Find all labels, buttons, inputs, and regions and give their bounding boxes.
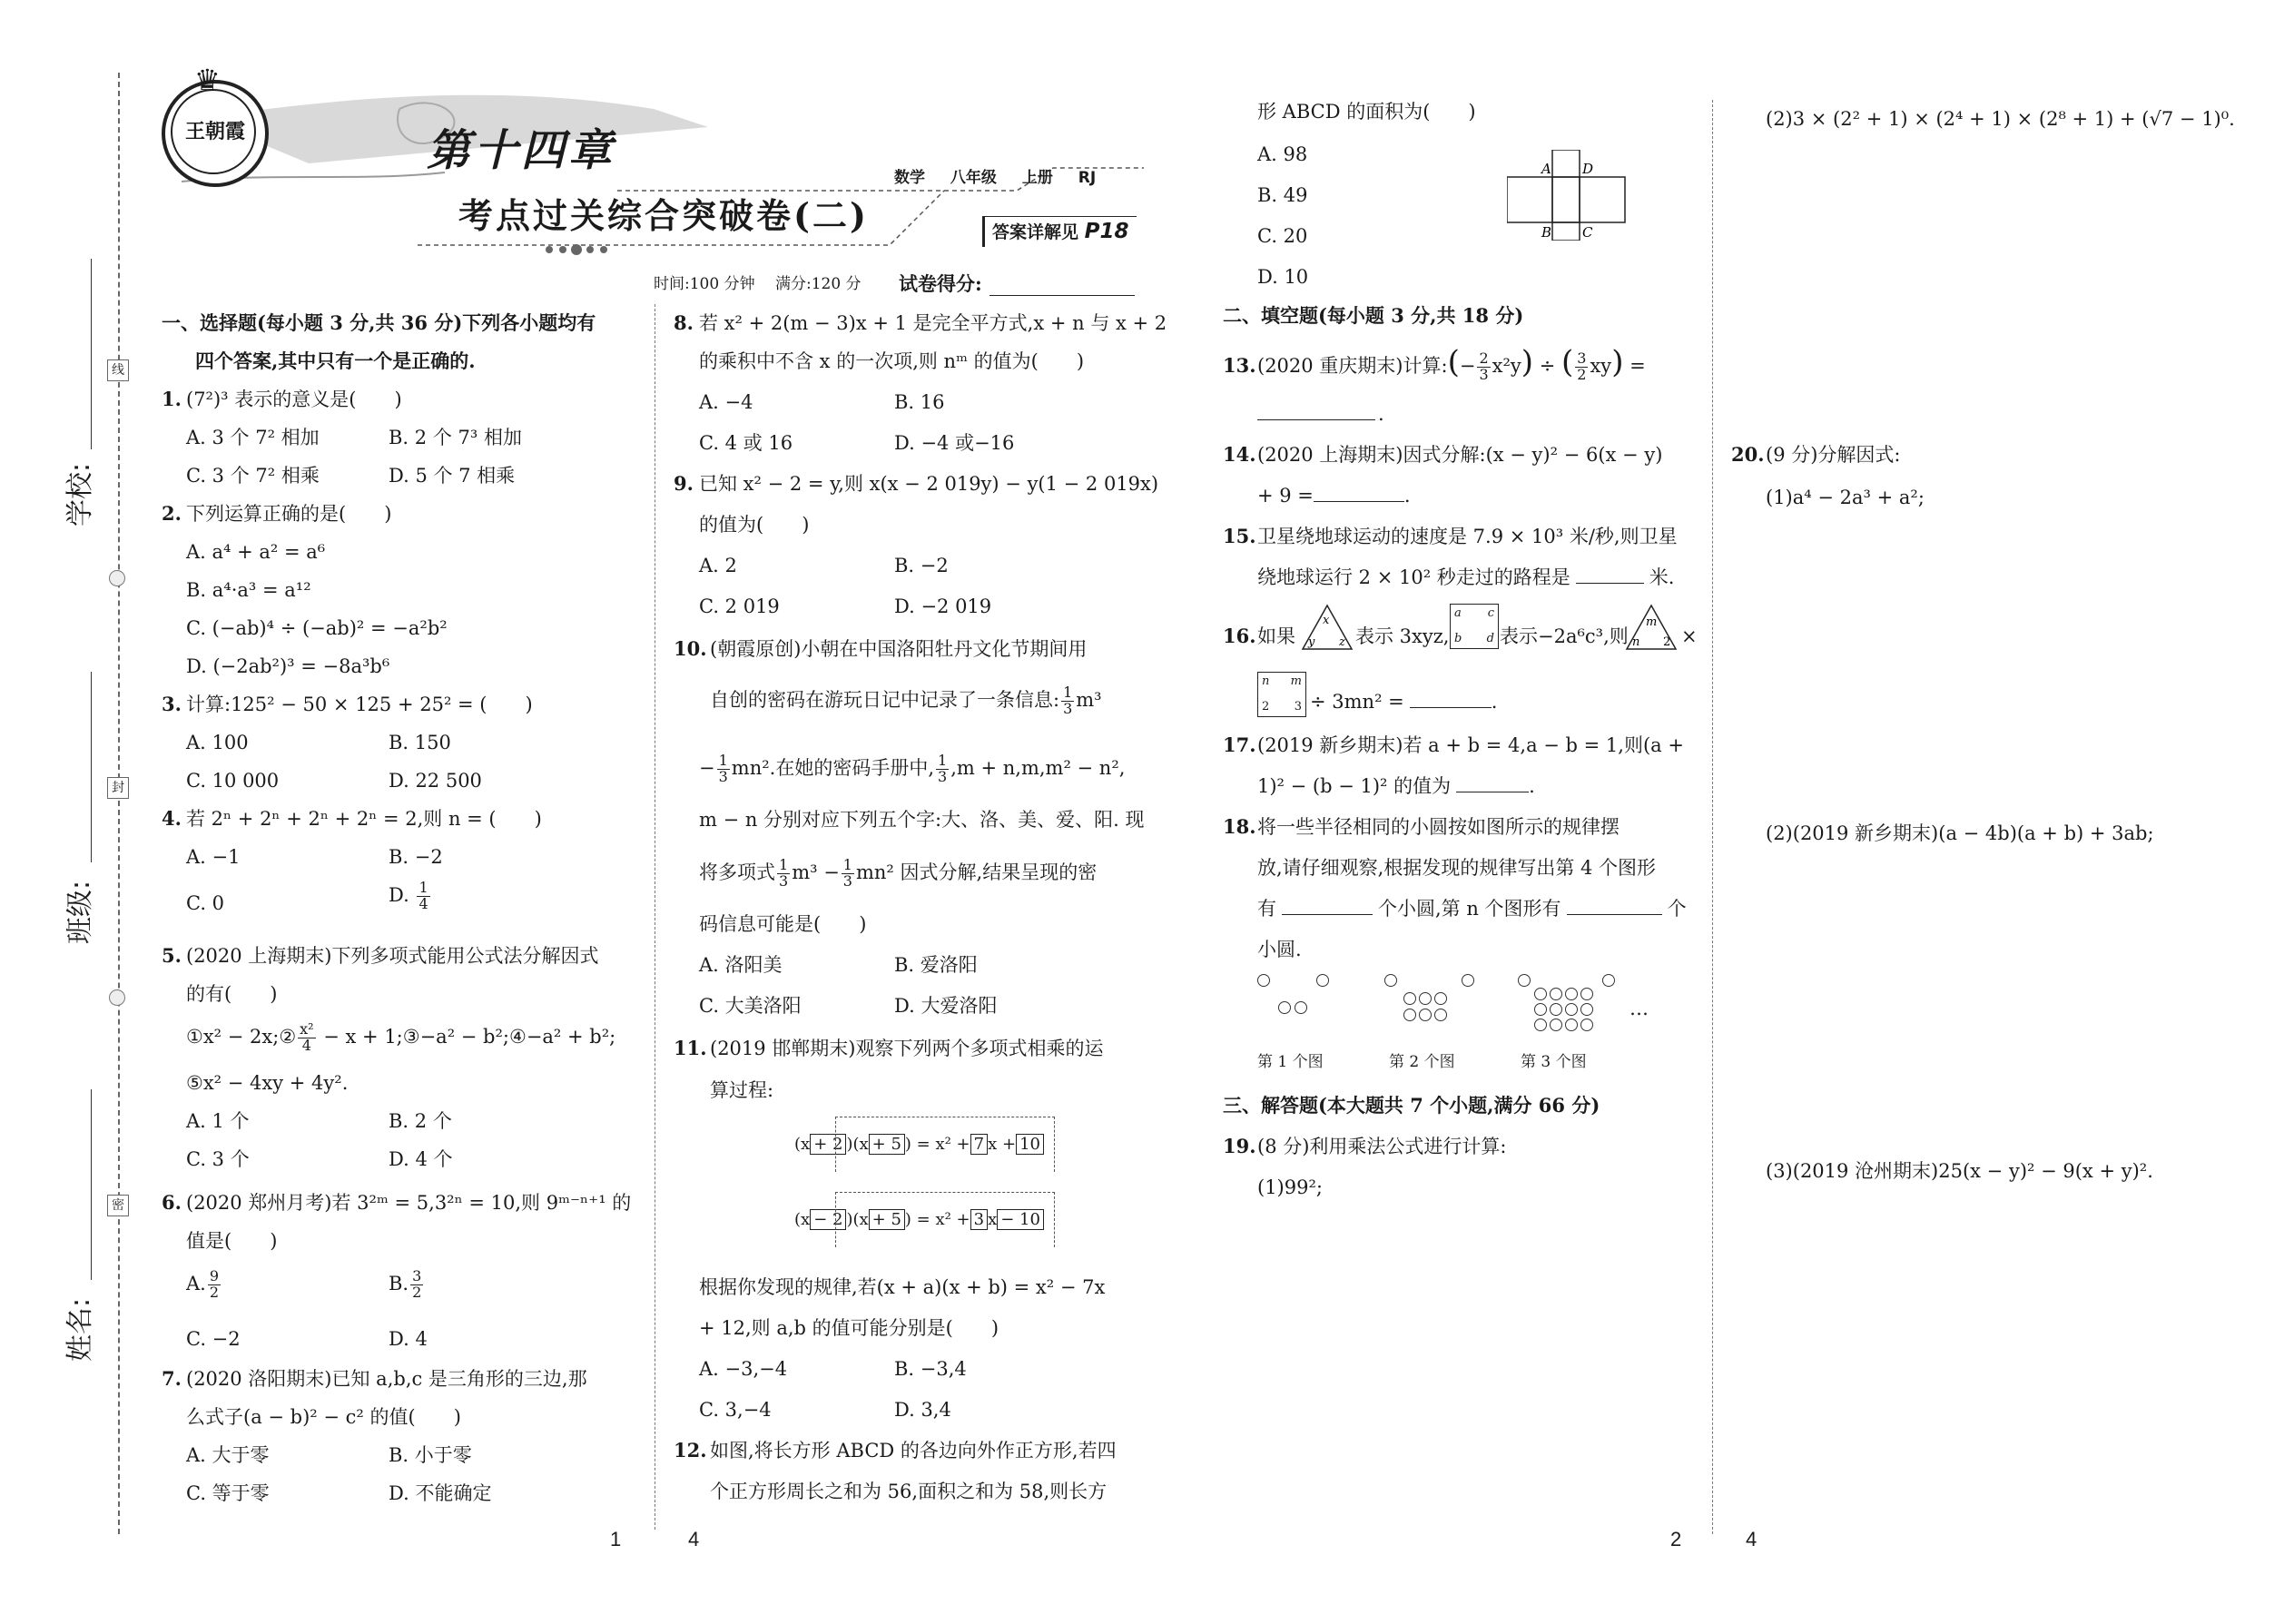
q7-option-d[interactable]: D. 不能确定 xyxy=(389,1482,492,1504)
meta-tags xyxy=(894,169,1096,188)
exam-subtitle: 考点过关综合突破卷(二) xyxy=(458,195,869,236)
q3-option-c[interactable]: C. 10 000 xyxy=(186,770,280,792)
binding-hole-2 xyxy=(109,989,125,1006)
q11-option-d[interactable]: D. 3,4 xyxy=(894,1399,951,1421)
q5-fraction: $\frac{\text{x²}}{4}$ xyxy=(300,1020,314,1054)
q6-stem: (2020 郑州月考)若 3²ᵐ = 5,3²ⁿ = 10,则 9ᵐ⁻ⁿ⁺¹ 的 xyxy=(186,1192,632,1214)
section1-heading-cont: 四个答案,其中只有一个是正确的. xyxy=(195,349,476,372)
q3-option-a[interactable]: A. 100 xyxy=(186,732,249,753)
meta-volume: 上册 xyxy=(1021,169,1053,187)
q14-line2: + 9 = . xyxy=(1257,485,1411,507)
svg-text:D: D xyxy=(1582,161,1594,177)
q3-stem: 计算:125² − 50 × 125 + 25² = ( ) xyxy=(186,694,533,715)
q13-end-period: . xyxy=(1378,403,1384,425)
q20-part3: (3)(2019 沧州期末)25(x − y)² − 9(x + y)². xyxy=(1766,1160,2153,1182)
q5-items: ①x² − 2x;② $\frac{\text{x²}}{4}$ − x + 1;③−a² − b²;④−a² + b²; xyxy=(186,1020,616,1054)
q16-number: 16. xyxy=(1223,625,1256,647)
q10-line5: 将多项式 $\frac{1}{3}$ m³ − $\frac{1}{3}$ mn² 因式分解,结果呈现的密 xyxy=(699,856,1098,890)
answer-ref-page: P18 xyxy=(1084,220,1129,243)
q4-option-b[interactable]: B. −2 xyxy=(389,846,443,868)
q11-expansion-1-links xyxy=(835,1117,1055,1172)
q16-line1-c: 表示−2a⁶c³,则 xyxy=(1500,625,1629,647)
sidebar-class-label: 班级: xyxy=(64,880,96,944)
page-number-right: 2 xyxy=(1670,1528,1682,1550)
q6-option-d[interactable]: D. 4 xyxy=(389,1328,428,1350)
q1-number: 1. xyxy=(162,388,182,410)
q6-number: 6. xyxy=(162,1191,182,1214)
q9-option-d[interactable]: D. −2 019 xyxy=(894,595,992,617)
q12-option-b[interactable]: B. 49 xyxy=(1257,184,1308,206)
q10-option-b[interactable]: B. 爱洛阳 xyxy=(894,954,978,976)
sidebar-name-label: 姓名: xyxy=(64,1297,96,1362)
q16-times: × xyxy=(1681,625,1698,647)
q20-part3-answer-area[interactable] xyxy=(1766,1191,2238,1500)
q3-option-b[interactable]: B. 150 xyxy=(389,732,451,753)
q15-answer-blank[interactable] xyxy=(1576,583,1644,584)
q11-expansion-2-links xyxy=(835,1192,1055,1247)
q12-continued: 形 ABCD 的面积为( ) xyxy=(1257,101,1476,123)
q7-number: 7. xyxy=(162,1367,182,1390)
q4-stem: 若 2ⁿ + 2ⁿ + 2ⁿ + 2ⁿ = 2,则 n = ( ) xyxy=(186,808,542,830)
q20-stem: (9 分)分解因式: xyxy=(1766,444,1901,466)
answer-ref-label: 答案详解见 xyxy=(992,222,1079,242)
q2-option-d[interactable]: D. (−2ab²)³ = −8a³b⁶ xyxy=(186,655,390,677)
q3-option-d[interactable]: D. 22 500 xyxy=(389,770,482,792)
svg-text:2: 2 xyxy=(1663,635,1671,649)
q8-option-d[interactable]: D. −4 或−16 xyxy=(894,432,1015,454)
q5-number: 5. xyxy=(162,944,182,967)
q8-option-a[interactable]: A. −4 xyxy=(699,391,753,413)
q18-blank-4th[interactable] xyxy=(1282,914,1373,915)
q4-number: 4. xyxy=(162,807,182,830)
q8-option-c[interactable]: C. 4 或 16 xyxy=(699,432,793,454)
q17-line1: (2019 新乡期末)若 a + b = 4,a − b = 1,则(a + xyxy=(1257,734,1684,756)
q10-line4: m − n 分别对应下列五个字:大、洛、美、爱、阳. 现 xyxy=(699,809,1145,831)
q4-option-a[interactable]: A. −1 xyxy=(186,846,241,868)
sidebar-school-label: 学校: xyxy=(64,462,96,527)
q9-number: 9. xyxy=(674,472,694,495)
q13-number: 13. xyxy=(1223,354,1256,377)
q20-part1-answer-area[interactable] xyxy=(1766,517,2238,808)
q11-line3: 根据你发现的规律,若(x + a)(x + b) = x² − 7x xyxy=(699,1276,1106,1298)
q6-option-a[interactable]: A. $\frac{9}{2}$ xyxy=(186,1267,220,1301)
q5-stem: (2020 上海期末)下列多项式能用公式法分解因式 xyxy=(186,945,599,967)
q11-expansion-1: (x + 2 )(x + 5 ) = x² + 7 x + 10 xyxy=(794,1135,1044,1156)
answer-ref-box xyxy=(982,216,1137,247)
q11-expansion-2: (x − 2 )(x + 5 ) = x² + 3 x − 10 xyxy=(794,1210,1044,1231)
sidebar-class-line[interactable] xyxy=(91,672,92,862)
score-label: 试卷得分: xyxy=(899,272,982,295)
q5-items-cont: ⑤x² − 4xy + 4y². xyxy=(186,1072,349,1094)
q10-option-a[interactable]: A. 洛阳美 xyxy=(699,954,783,976)
q20-part1: (1)a⁴ − 2a³ + a²; xyxy=(1766,487,1925,508)
q5-option-d[interactable]: D. 4 个 xyxy=(389,1148,453,1170)
q16-line2: ÷ 3mn² = . xyxy=(1310,691,1498,713)
q1-option-d[interactable]: D. 5 个 7 相乘 xyxy=(389,465,516,487)
q1-stem: (7²)³ 表示的意义是( ) xyxy=(186,389,402,410)
q15-line2: 绕地球运行 2 × 10² 秒走过的路程是 米. xyxy=(1257,566,1675,588)
meta-subject: 数学 xyxy=(894,169,925,187)
q20-part2: (2)(2019 新乡期末)(a − 4b)(a + b) + 3ab; xyxy=(1766,822,2154,844)
q19-part2-answer-area[interactable] xyxy=(1766,141,2238,431)
q2-option-c[interactable]: C. (−ab)⁴ ÷ (−ab)² = −a²b² xyxy=(186,617,448,639)
q5-option-b[interactable]: B. 2 个 xyxy=(389,1110,452,1132)
svg-text:y: y xyxy=(1308,635,1315,649)
page-total-left: 4 xyxy=(688,1528,700,1550)
q20-number: 20. xyxy=(1731,443,1765,466)
q1-option-c[interactable]: C. 3 个 7² 相乘 xyxy=(186,465,320,487)
q4-option-d-fraction: $\frac{1}{4}$ xyxy=(418,879,428,912)
q10-line1: (朝霞原创)小朝在中国洛阳牡丹文化节期间用 xyxy=(710,638,1088,660)
q10-line2: 自创的密码在游玩日记中记录了一条信息: $\frac{1}{3}$ m³ xyxy=(710,684,1102,717)
binding-hole-1 xyxy=(109,570,125,586)
q11-line2: 算过程: xyxy=(710,1079,774,1101)
q20-part2-answer-area[interactable] xyxy=(1766,853,2238,1144)
q19-stem: (8 分)利用乘法公式进行计算: xyxy=(1257,1136,1507,1157)
q5-option-a[interactable]: A. 1 个 xyxy=(186,1110,250,1132)
q17-line2: 1)² − (b − 1)² 的值为 . xyxy=(1257,775,1535,797)
q5-option-c[interactable]: C. 3 个 xyxy=(186,1148,250,1170)
q10-option-d[interactable]: D. 大爱洛阳 xyxy=(894,995,998,1017)
q6-option-c[interactable]: C. −2 xyxy=(186,1328,241,1350)
q7-option-b[interactable]: B. 小于零 xyxy=(389,1444,472,1466)
q12-line1: 如图,将长方形 ABCD 的各边向外作正方形,若四 xyxy=(710,1440,1117,1462)
q18-figure-label-1: 第 1 个图 xyxy=(1257,1053,1324,1071)
sidebar-school-line[interactable] xyxy=(91,259,92,449)
q4-option-d-label: D. xyxy=(389,883,409,906)
q7-option-c[interactable]: C. 等于零 xyxy=(186,1482,270,1504)
q12-line2: 个正方形周长之和为 56,面积之和为 58,则长方 xyxy=(710,1481,1108,1502)
q15-number: 15. xyxy=(1223,525,1256,547)
q10-line3: − $\frac{1}{3}$ mn².在她的密码手册中, $\frac{1}{3}$ ,m + n,m,m² − n², xyxy=(699,752,1126,785)
q16-answer-blank[interactable] xyxy=(1410,707,1492,708)
time-info: 时间:100 分钟 满分:120 分 xyxy=(654,275,861,293)
q2-option-a[interactable]: A. a⁴ + a² = a⁶ xyxy=(186,541,326,563)
q11-number: 11. xyxy=(674,1037,707,1059)
q13-answer-blank[interactable] xyxy=(1257,419,1375,420)
meta-grade: 八年级 xyxy=(950,169,997,187)
q19-part1: (1)99²; xyxy=(1257,1176,1323,1198)
q18-figure-label-3: 第 3 个图 xyxy=(1521,1053,1587,1071)
q7-option-a[interactable]: A. 大于零 xyxy=(186,1444,270,1466)
page-total-right: 4 xyxy=(1746,1528,1757,1550)
q16-line1-a: 如果 xyxy=(1257,625,1295,647)
q9-option-a[interactable]: A. 2 xyxy=(699,555,737,576)
q8-stem-cont: 的乘积中不含 x 的一次项,则 nᵐ 的值为( ) xyxy=(699,350,1085,372)
q10-number: 10. xyxy=(674,637,707,660)
q9-stem: 已知 x² − 2 = y,则 x(x − 2 019y) − y(1 − 2 019x) xyxy=(699,473,1159,495)
q1-option-b[interactable]: B. 2 个 7³ 相加 xyxy=(389,427,522,448)
q16-box-abcd: a c b d xyxy=(1450,604,1499,649)
q10-line6: 码信息可能是( ) xyxy=(699,913,867,935)
q2-option-b[interactable]: B. a⁴·a³ = a¹² xyxy=(186,579,311,601)
q12-option-c[interactable]: C. 20 xyxy=(1257,225,1308,247)
q13-expression: (2020 重庆期末)计算:(− $\frac{2}{3}$ x²y) ÷ ( $\frac{3}{2}$ xy) = xyxy=(1257,344,1646,383)
binding-dashed-line xyxy=(118,73,120,1534)
q2-stem: 下列运算正确的是( ) xyxy=(186,503,392,525)
q8-stem: 若 x² + 2(m − 3)x + 1 是完全平方式,x + n 与 x + 2 xyxy=(699,312,1167,334)
q16-box-nm23: n m 2 3 xyxy=(1257,672,1306,717)
q18-figure-label-2: 第 2 个图 xyxy=(1389,1053,1455,1071)
section2-heading: 二、填空题(每小题 3 分,共 18 分) xyxy=(1223,304,1524,327)
page-number-left: 1 xyxy=(610,1528,622,1550)
q19-part2: (2)3 × (2² + 1) × (2⁴ + 1) × (2⁸ + 1) + (√7 − 1)⁰. xyxy=(1766,108,2235,130)
q9-stem-cont: 的值为( ) xyxy=(699,514,810,536)
q18-line4: 小圆. xyxy=(1257,939,1302,960)
binding-mark-xian: 线 xyxy=(107,359,129,381)
chapter-title: 第十四章 xyxy=(427,125,616,176)
binding-mark-feng: 封 xyxy=(107,777,129,799)
q18-blank-nth[interactable] xyxy=(1567,914,1662,915)
q14-answer-blank[interactable] xyxy=(1314,501,1404,502)
q16-line1-b: 表示 3xyz, xyxy=(1355,625,1450,647)
svg-text:B: B xyxy=(1541,224,1552,241)
svg-text:x: x xyxy=(1323,614,1330,627)
section1-heading: 一、选择题(每小题 3 分,共 36 分)下列各小题均有 xyxy=(162,311,596,334)
q18-ellipsis: … xyxy=(1629,998,1649,1019)
binding-mark-mi: 密 xyxy=(107,1195,129,1216)
q2-number: 2. xyxy=(162,502,182,525)
svg-text:z: z xyxy=(1339,635,1345,649)
q19-number: 19. xyxy=(1223,1135,1256,1157)
q18-line2: 放,请仔细观察,根据发现的规律写出第 4 个图形 xyxy=(1257,857,1657,879)
svg-text:A: A xyxy=(1541,161,1551,177)
q19-part1-answer-area[interactable] xyxy=(1257,1207,1693,1498)
svg-text:C: C xyxy=(1582,224,1593,241)
q4-option-c[interactable]: C. 0 xyxy=(186,892,225,914)
q9-option-c[interactable]: C. 2 019 xyxy=(699,595,780,617)
q8-number: 8. xyxy=(674,311,694,334)
score-blank[interactable] xyxy=(989,295,1135,296)
crown-icon: ♛ xyxy=(194,63,221,97)
q17-number: 17. xyxy=(1223,733,1256,756)
svg-text:n: n xyxy=(1632,635,1640,649)
q8-option-b[interactable]: B. 16 xyxy=(894,391,945,413)
q11-option-a[interactable]: A. −3,−4 xyxy=(699,1358,788,1380)
sidebar-name-line[interactable] xyxy=(91,1089,92,1280)
section3-heading: 三、解答题(本大题共 7 个小题,满分 66 分) xyxy=(1223,1094,1600,1117)
svg-text:m: m xyxy=(1646,615,1658,629)
q18-number: 18. xyxy=(1223,815,1256,838)
q16-triangle-xyz xyxy=(1301,604,1354,651)
q11-line4: + 12,则 a,b 的值可能分别是( ) xyxy=(699,1317,999,1339)
q5-stem-cont: 的有( ) xyxy=(186,983,278,1005)
q6-stem-cont: 值是( ) xyxy=(186,1230,278,1252)
q11-option-b[interactable]: B. −3,4 xyxy=(894,1358,967,1380)
q11-line1: (2019 邯郸期末)观察下列两个多项式相乘的运 xyxy=(710,1038,1104,1059)
q6-option-b[interactable]: B. $\frac{3}{2}$ xyxy=(389,1267,422,1301)
q10-option-c[interactable]: C. 大美洛阳 xyxy=(699,995,802,1017)
q12-option-a[interactable]: A. 98 xyxy=(1257,143,1308,165)
q18-line3: 有 个小圆,第 n 个图形有 个 xyxy=(1257,898,1687,920)
q14-number: 14. xyxy=(1223,443,1256,466)
q16-triangle-mn2 xyxy=(1625,604,1678,651)
q18-line1: 将一些半径相同的小圆按如图所示的规律摆 xyxy=(1257,816,1620,838)
meta-edition: RJ xyxy=(1078,169,1097,187)
q9-option-b[interactable]: B. −2 xyxy=(894,555,949,576)
q7-stem: (2020 洛阳期末)已知 a,b,c 是三角形的三边,那 xyxy=(186,1368,587,1390)
q15-line1: 卫星绕地球运动的速度是 7.9 × 10³ 米/秒,则卫星 xyxy=(1257,526,1678,547)
q1-option-a[interactable]: A. 3 个 7² 相加 xyxy=(186,427,320,448)
brand-logo-text: 王朝霞 xyxy=(184,120,245,143)
q12-figure xyxy=(1507,150,1652,241)
q3-number: 3. xyxy=(162,693,182,715)
q11-option-c[interactable]: C. 3,−4 xyxy=(699,1399,772,1421)
q12-option-d[interactable]: D. 10 xyxy=(1257,266,1309,288)
q7-stem-cont: 么式子(a − b)² − c² 的值( ) xyxy=(186,1406,461,1428)
column-divider-3 xyxy=(1712,100,1713,1534)
q14-line1: (2020 上海期末)因式分解:(x − y)² − 6(x − y) xyxy=(1257,444,1663,466)
q4-option-d[interactable] xyxy=(389,881,432,912)
q12-number: 12. xyxy=(674,1439,707,1462)
